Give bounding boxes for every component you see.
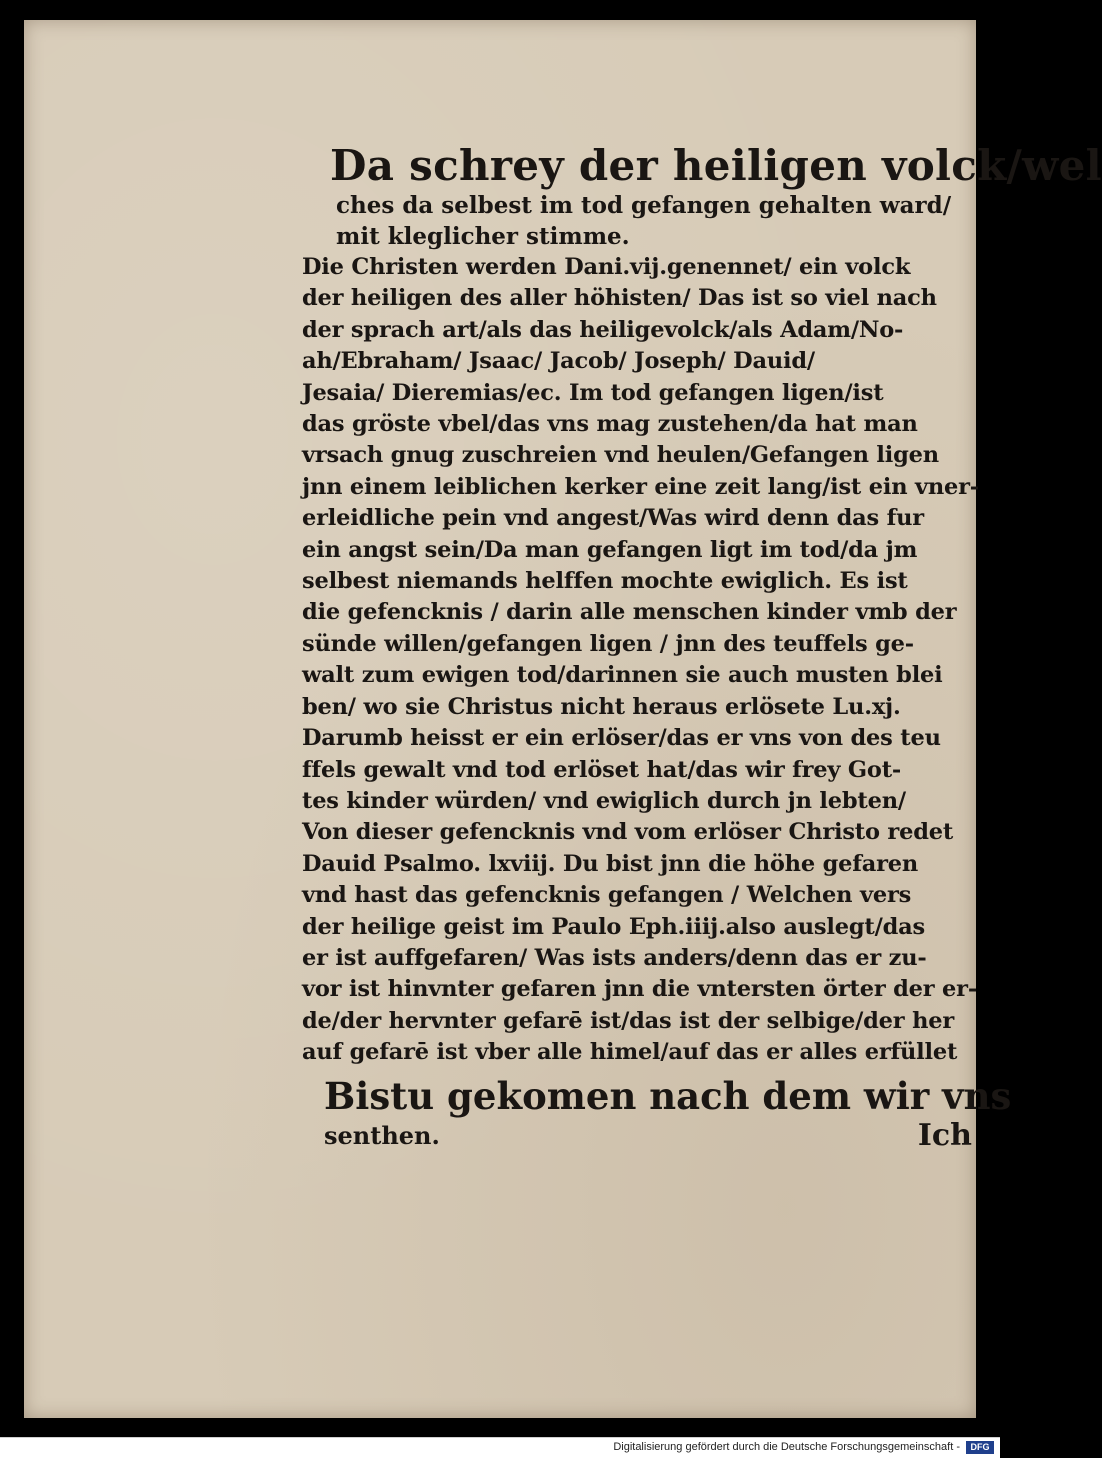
body-line: er ist auffgefaren/ Was ists anders/denn das er zu- — [302, 944, 927, 971]
body-text — [302, 252, 982, 1069]
body-line: Von dieser gefencknis vnd vom erlöser Christo redet — [302, 819, 954, 846]
body-line: Darumb heisst er ein erlöser/das er vns von des teu — [302, 725, 941, 752]
catchword: Ich — [917, 1117, 972, 1153]
paper-page — [24, 20, 1102, 1418]
body-line: tes kinder würden/ vnd ewiglich durch jn lebten/ — [302, 787, 906, 814]
body-line: Die Christen werden Dani.vij.genennet/ ein volck — [302, 254, 911, 280]
body-line: das gröste vbel/das vns mag zustehen/da hat man — [302, 411, 918, 438]
footer-bar — [0, 1437, 1000, 1458]
body-line: Dauid Psalmo. lxviij. Du bist jnn die höhe gefaren — [302, 850, 919, 877]
body-line: Jesaia/ Dieremias/ec. Im tod gefangen ligen/ist — [302, 379, 884, 406]
closing-row — [302, 1117, 982, 1153]
body-line: vrsach gnug zuschreien vnd heulen/Gefangen ligen — [302, 442, 939, 469]
heading-line-1: Da schrey der heiligen volck/wel — [330, 141, 1102, 190]
body-line: de/der hervnter gefarē ist/das ist der selbige/der her — [302, 1007, 955, 1034]
heading-line-2: ches da selbest im tod gefangen gehalten ward/ — [336, 192, 952, 219]
body-line: ffels gewalt vnd tod erlöset hat/das wir frey Got- — [302, 756, 902, 783]
body-line: walt zum ewigen tod/darinnen sie auch musten blei — [302, 662, 943, 689]
text-block — [302, 141, 1102, 1153]
closing-word: senthen. — [324, 1120, 440, 1150]
closing-line: Bistu gekomen nach dem wir vns — [324, 1073, 1012, 1118]
body-line: der heilige geist im Paulo Eph.iiij.also auslegt/das — [302, 913, 925, 940]
body-line: vor ist hinvnter gefaren jnn die vntersten örter der er- — [302, 976, 977, 1003]
body-line: die gefencknis / darin alle menschen kinder vmb der — [302, 599, 957, 626]
body-line: selbest niemands helffen mochte ewiglich. Es ist — [302, 568, 908, 595]
body-line: ah/Ebraham/ Jsaac/ Jacob/ Joseph/ Dauid/ — [302, 348, 815, 375]
body-line: der sprach art/als das heiligevolck/als Adam/No- — [302, 316, 904, 343]
body-line: auf gefarē ist vber alle himel/auf das er alles erfüllet — [302, 1039, 958, 1066]
body-line: sünde willen/gefangen ligen / jnn des teuffels ge- — [302, 630, 914, 657]
body-line: der heiligen des aller höhisten/ Das ist so viel nach — [302, 285, 937, 312]
body-line: ben/ wo sie Christus nicht heraus erlösete Lu.xj. — [302, 693, 901, 720]
body-line: vnd hast das gefencknis gefangen / Welchen vers — [302, 882, 912, 909]
body-line: jnn einem leiblichen kerker eine zeit lang/ist ein vner- — [302, 473, 979, 500]
heading-line-3: mit kleglicher stimme. — [336, 223, 630, 250]
body-line: erleidliche pein vnd angest/Was wird denn das fur — [302, 505, 924, 532]
dfg-logo: DFG — [966, 1441, 994, 1454]
footer-credit: Digitalisierung gefördert durch die Deutsche Forschungsgemeinschaft - — [613, 1441, 960, 1453]
body-line: ein angst sein/Da man gefangen ligt im tod/da jm — [302, 536, 918, 563]
